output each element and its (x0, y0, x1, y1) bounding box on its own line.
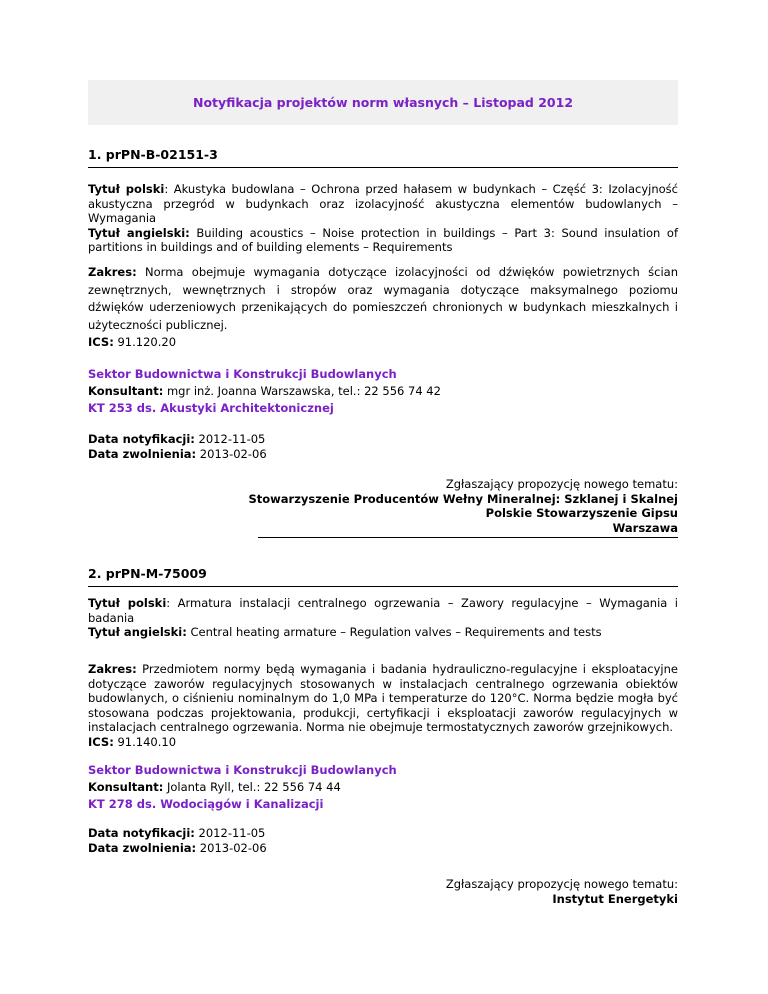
title-en-label: Tytuł angielski: (88, 225, 190, 240)
scope-value: Przedmiotem normy będą wymagania i badania hydrauliczno-regulacyjne i eksploatacyjne dotyczące zaworów regulacyjnych stosowanych w instalacjach centralnego ogrzewania obiektów budowlanych, o ciśnieniu nominalnym do 1,0 MPa i temperaturze do 120°C. Norma będzie mogła być stosowana podczas projektowania, produkcji, certyfikacji i eksploatacji zaworów regulacyjnych w instalacjach centralnego ogrzewania. Norma nie obejmuje termostatycznych zaworów grzejnikowych. (88, 662, 678, 734)
title-pl-value: : Akustyka budowlana – Ochrona przed hałasem w budynkach – Część 3: Izolacyjność akustyczna przegród w budynkach oraz izolacyjność akustyczna elementów budowlanych – Wymagania (88, 182, 678, 225)
proposer-name: Polskie Stowarzyszenie Gipsu (485, 506, 678, 520)
section-heading: 2. prPN-M-75009 (88, 566, 678, 587)
scope-block (88, 264, 678, 352)
divider (258, 537, 678, 538)
page-title (88, 80, 678, 125)
notification-date-label: Data notyfikacji: (88, 432, 195, 446)
committee-name: KT 253 ds. Akustyki Architektonicznej (88, 401, 334, 415)
notification-date-value: 2012-11-05 (194, 826, 266, 840)
contact-block (88, 366, 678, 417)
page-title-text: Notyfikacja projektów norm własnych – Listopad 2012 (192, 95, 574, 110)
ics-label: ICS: (88, 335, 114, 349)
title-en-value: Building acoustics – Noise protection in buildings – Part 3: Sound insulation of partitions in buildings and of building elements – Requirements (88, 225, 679, 254)
release-date-label: Data zwolnienia: (88, 446, 197, 461)
title-pl-value: : Armatura instalacji centralnego ogrzewania – Zawory regulacyjne – Wymagania i badania (88, 596, 678, 625)
scope-block (88, 662, 678, 749)
title-pl-label: Tytuł polski (88, 596, 167, 610)
ics-value: 91.120.20 (113, 335, 177, 349)
consultant-label: Konsultant: (88, 780, 164, 794)
sector-name: Sektor Budownictwa i Konstrukcji Budowlanych (88, 763, 397, 777)
titles-block (88, 596, 678, 640)
titles-block (88, 182, 678, 255)
proposer-intro: Zgłaszający propozycję nowego tematu: (445, 877, 678, 891)
section-heading: 1. prPN-B-02151-3 (88, 147, 678, 168)
notification-date-label: Data notyfikacji: (88, 826, 195, 840)
committee-name: KT 278 ds. Wodociągów i Kanalizacji (88, 797, 324, 811)
release-date-label: Data zwolnienia: (88, 840, 197, 855)
release-date-value: 2013-02-06 (196, 840, 267, 855)
ics-label: ICS: (88, 734, 114, 749)
consultant-value: Jolanta Ryll, tel.: 22 556 74 44 (163, 780, 341, 794)
ics-value: 91.140.10 (113, 734, 177, 749)
contact-block (88, 762, 678, 813)
proposer-name: Warszawa (612, 520, 678, 535)
scope-value: Norma obejmuje wymagania dotyczące izolacyjności od dźwięków powietrznych ścian zewnętrznych, wewnętrznych i stropów oraz wymagania dotyczące maksymalnego poziomu dźwięków uderzeniowych przenikających do pomieszczeń chronionych w budynkach mieszkalnych i użyteczności publicznej. (88, 265, 678, 332)
proposer-intro: Zgłaszający propozycję nowego tematu: (445, 477, 678, 491)
scope-label: Zakres: (88, 265, 137, 279)
release-date-value: 2013-02-06 (196, 446, 267, 461)
proposer-name: Stowarzyszenie Producentów Wełny Mineralnej: Szklanej i Skalnej (248, 491, 678, 506)
scope-label: Zakres: (88, 662, 137, 676)
dates-block (88, 826, 678, 855)
proposer-block (88, 877, 678, 906)
proposer-name: Instytut Energetyki (552, 891, 678, 906)
notification-date-value: 2012-11-05 (194, 432, 266, 446)
title-pl-label: Tytuł polski (88, 182, 165, 196)
proposer-block (88, 477, 678, 535)
title-en-label: Tytuł angielski: (88, 625, 187, 639)
dates-block (88, 432, 678, 461)
sector-name: Sektor Budownictwa i Konstrukcji Budowlanych (88, 367, 397, 381)
consultant-value: mgr inż. Joanna Warszawska, tel.: 22 556 74 42 (163, 384, 441, 398)
title-en-value: Central heating armature – Regulation valves – Requirements and tests (186, 625, 602, 639)
consultant-label: Konsultant: (88, 384, 164, 398)
